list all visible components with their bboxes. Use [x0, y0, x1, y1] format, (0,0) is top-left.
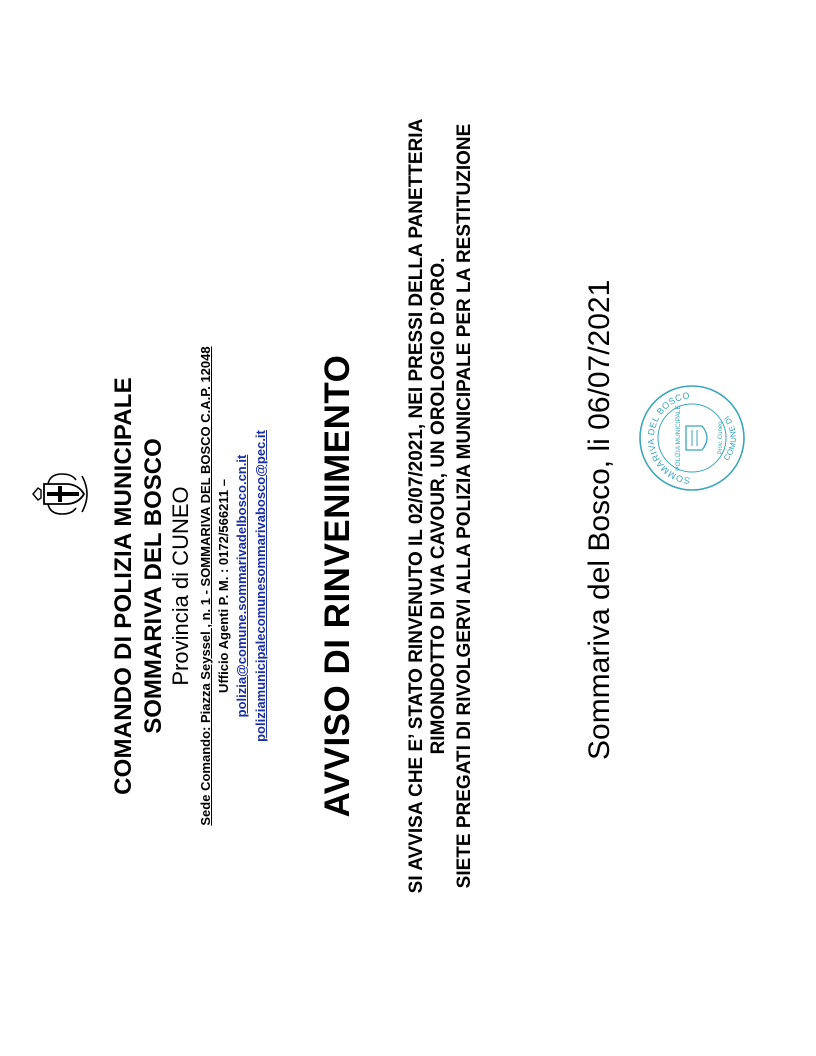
town-heading: SOMMARIVA DEL BOSCO	[140, 438, 167, 734]
signoff-date: , li 06/07/2021	[583, 279, 616, 469]
province-name: CUNEO	[168, 486, 193, 566]
notice-body-line: SIETE PREGATI DI RIVOLGERVI ALLA POLIZIA MUNICIPALE PER LA RESTITUZIONE	[454, 123, 475, 889]
municipal-crest-icon	[32, 468, 92, 520]
signoff-place: Sommariva del Bosco	[583, 468, 616, 760]
official-stamp-icon	[636, 382, 748, 494]
office-phone: Ufficio Agenti P. M. : 0172/566211 –	[216, 479, 231, 693]
email-link[interactable]: polizia@comune.sommarivadelbosco.cn.it	[234, 454, 249, 718]
notice-title: AVVISO DI RINVENIMENTO	[318, 354, 357, 818]
notice-body-line: SI AVVISA CHE E’ STATO RINVENUTO IL 02/07/2021, NEI PRESSI DELLA PANETTERIA	[406, 118, 427, 894]
stamp-side-text: Prov. Cuneo	[718, 421, 724, 455]
stamp-inner-text: POLIZIA MUNICIPALE	[675, 405, 682, 471]
pec-email-link[interactable]: poliziamunicipalecomunesommarivabosco@pec.it	[253, 430, 268, 742]
place-date-signoff	[583, 240, 617, 760]
stamp-bottom-text: COMUNE DI	[721, 413, 739, 463]
command-heading: COMANDO DI POLIZIA MUNICIPALE	[110, 377, 137, 795]
province-prefix: Provincia di	[168, 565, 193, 686]
headquarters-address: Sede Comando: Piazza Seyssel , n. 1 - SOMMARIVA DEL BOSCO C.A.P. 12048	[198, 346, 213, 826]
notice-body-line: RIMONDOTTO DI VIA CAVOUR, UN OROLOGIO D’ORO.	[428, 257, 449, 755]
svg-text:COMUNE DI	[722, 414, 738, 463]
stamp-top-text: SOMMARIVA DEL BOSCO	[645, 390, 691, 486]
province-line	[168, 306, 194, 866]
